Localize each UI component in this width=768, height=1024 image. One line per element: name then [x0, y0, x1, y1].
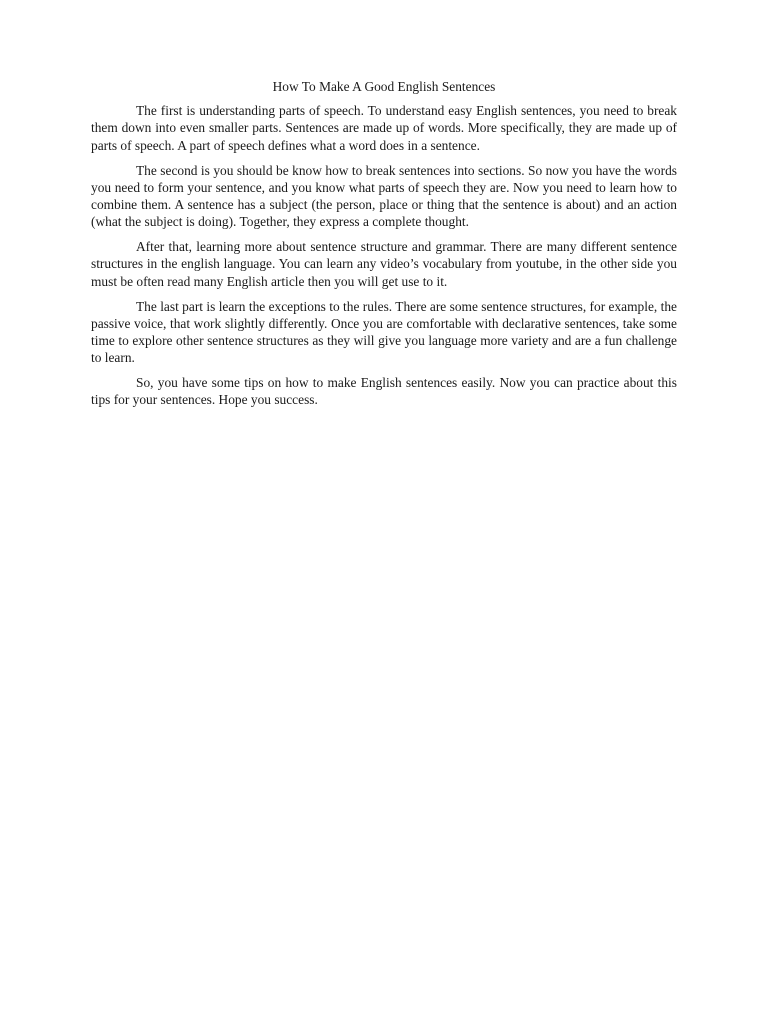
- paragraph-conclusion: So, you have some tips on how to make English sentences easily. Now you can practice about this tips for your sentences. Hope you success.: [91, 375, 677, 408]
- paragraph-exceptions: The last part is learn the exceptions to the rules. There are some sentence structures, for example, the passive voice, that work slightly differently. Once you are comfortable with declarative sentences, take some time to explore other sentence structures as they will give you language more variety and are a fun challenge to learn.: [91, 298, 677, 366]
- paragraph-break-sentences: The second is you should be know how to break sentences into sections. So now you have the words you need to form your sentence, and you know what parts of speech they are. Now you need to learn how to combine them. A sentence has a subject (the person, place or thing that the sentence is about) and an action (what the subject is doing). Together, they express a complete thought.: [91, 162, 677, 230]
- document-body: [91, 78, 677, 416]
- paragraph-parts-of-speech: The first is understanding parts of speech. To understand easy English sentences, you need to break them down into even smaller parts. Sentences are made up of words. More specifically, they are made up of parts of speech. A part of speech defines what a word does in a sentence.: [91, 103, 677, 153]
- document-title: How To Make A Good English Sentences: [272, 79, 496, 94]
- paragraph-structure-grammar: After that, learning more about sentence structure and grammar. There are many different sentence structures in the english language. You can learn any video’s vocabulary from youtube, in the other side you must be often read many English article then you will get use to it.: [91, 239, 677, 289]
